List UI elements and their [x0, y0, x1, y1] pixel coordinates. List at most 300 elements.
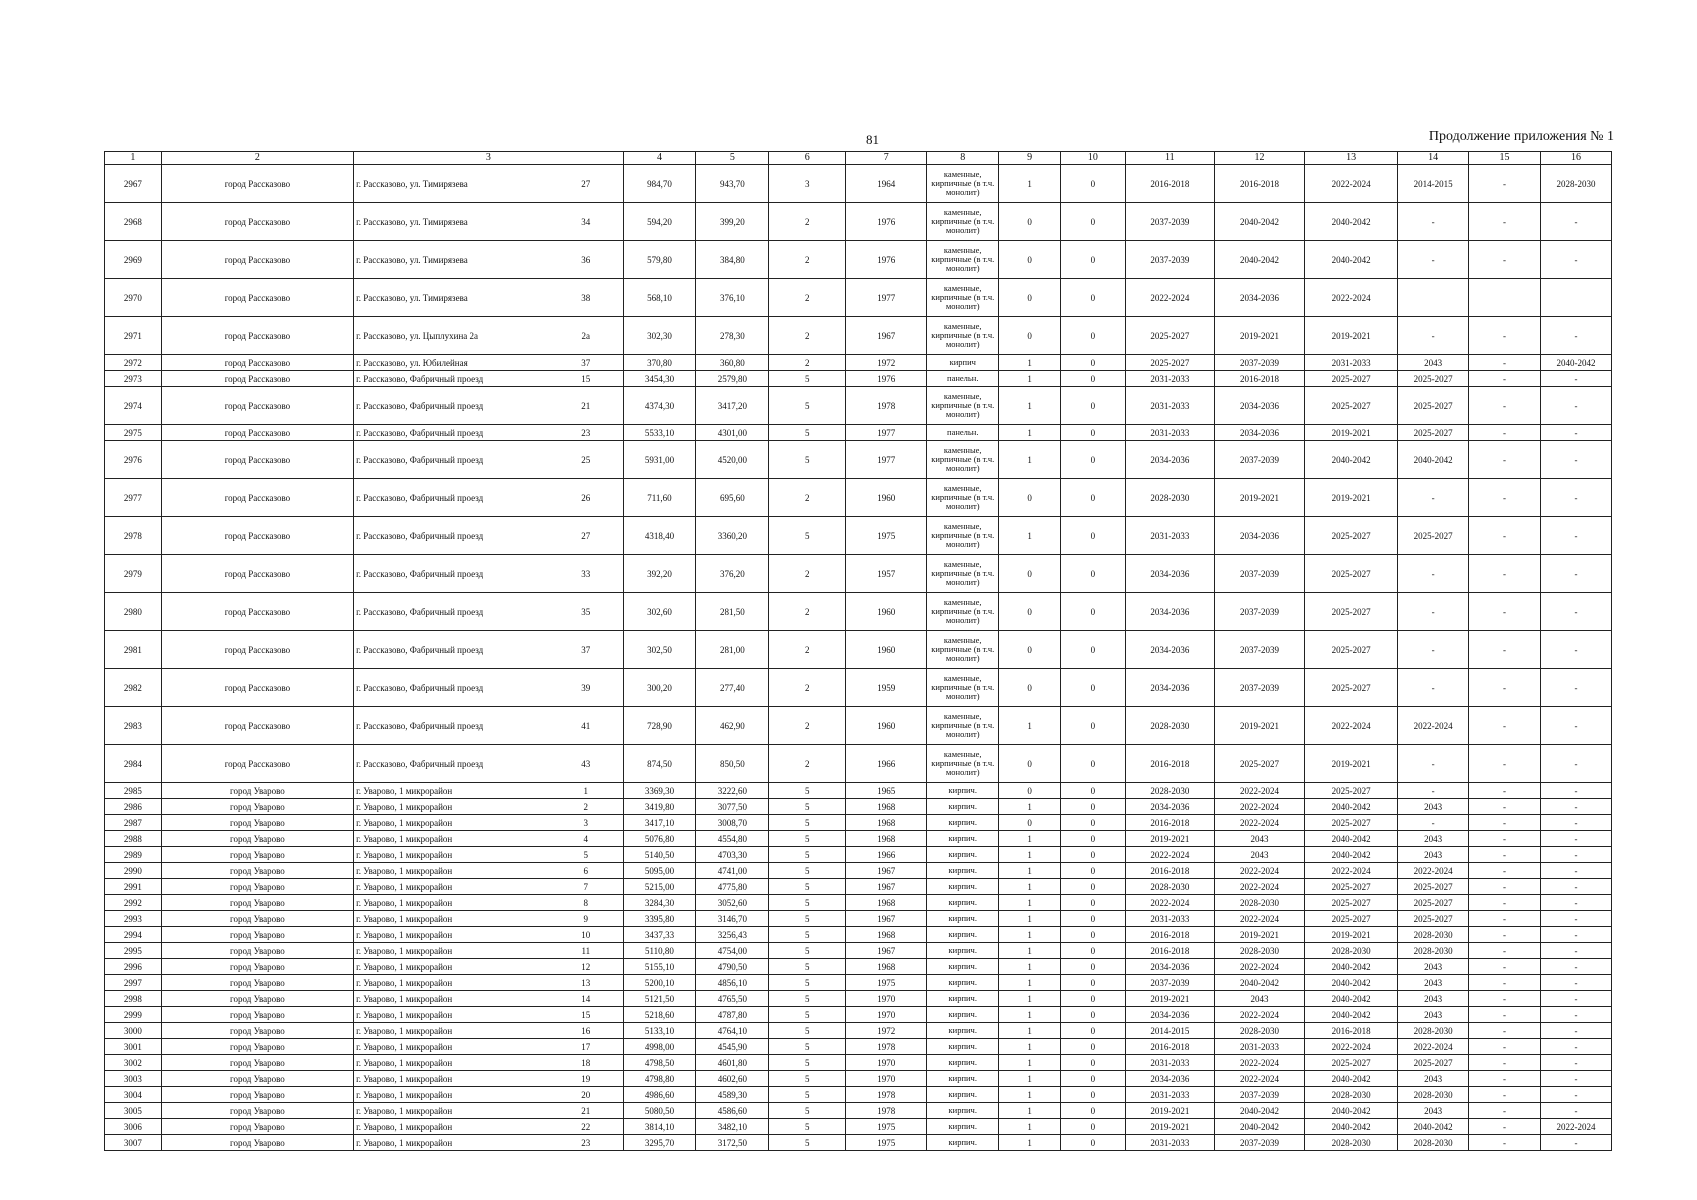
cell-col-11: 2034-2036: [1125, 555, 1214, 593]
cell-floors: 2: [769, 479, 846, 517]
cell-floors: 2: [769, 555, 846, 593]
table-row: [105, 783, 1612, 799]
cell-year-built: 1967: [846, 863, 927, 879]
cell-floors: 5: [769, 441, 846, 479]
cell-col-15: -: [1469, 669, 1541, 707]
cell-address: г. Уварово, 1 микрорайон: [354, 1119, 549, 1135]
cell-year-built: 1967: [846, 911, 927, 927]
table-row: [105, 1119, 1612, 1135]
cell-house-number: 10: [549, 927, 623, 943]
column-header: 4: [623, 152, 696, 165]
cell-col-10: 0: [1060, 943, 1125, 959]
cell-year-built: 1977: [846, 441, 927, 479]
cell-address: г. Уварово, 1 микрорайон: [354, 1039, 549, 1055]
cell-row-number: 2975: [105, 425, 162, 441]
cell-row-number: 3006: [105, 1119, 162, 1135]
cell-row-number: 2979: [105, 555, 162, 593]
table-row: [105, 555, 1612, 593]
cell-address: г. Уварово, 1 микрорайон: [354, 1071, 549, 1087]
cell-address: г. Уварово, 1 микрорайон: [354, 1007, 549, 1023]
cell-wall-material: каменные, кирпичные (в т.ч. монолит): [927, 387, 999, 425]
cell-municipality: город Уварово: [161, 895, 353, 911]
cell-col-10: 0: [1060, 1055, 1125, 1071]
cell-col-11: 2034-2036: [1125, 593, 1214, 631]
cell-total-area: 3437,33: [623, 927, 696, 943]
cell-col-15: -: [1469, 815, 1541, 831]
column-header: 3: [354, 152, 623, 165]
cell-total-area: 302,50: [623, 631, 696, 669]
cell-col-14: 2014-2015: [1398, 165, 1469, 203]
cell-municipality: город Рассказово: [161, 241, 353, 279]
cell-col-14: -: [1398, 203, 1469, 241]
column-header: 2: [161, 152, 353, 165]
cell-floors: 5: [769, 1135, 846, 1151]
cell-living-area: 4301,00: [696, 425, 769, 441]
cell-total-area: 5133,10: [623, 1023, 696, 1039]
cell-col-16: -: [1540, 1055, 1611, 1071]
cell-wall-material: кирпич.: [927, 815, 999, 831]
cell-municipality: город Рассказово: [161, 631, 353, 669]
cell-living-area: 376,10: [696, 279, 769, 317]
cell-col-13: 2040-2042: [1305, 1103, 1398, 1119]
cell-col-13: 2040-2042: [1305, 991, 1398, 1007]
cell-house-number: 21: [549, 387, 623, 425]
cell-col-12: 2022-2024: [1214, 1007, 1304, 1023]
cell-col-16: -: [1540, 1039, 1611, 1055]
cell-total-area: 5140,50: [623, 847, 696, 863]
cell-col-11: 2031-2033: [1125, 425, 1214, 441]
cell-floors: 5: [769, 1007, 846, 1023]
cell-col-10: 0: [1060, 479, 1125, 517]
cell-col-12: 2037-2039: [1214, 355, 1304, 371]
table-row: [105, 707, 1612, 745]
table-row: [105, 165, 1612, 203]
cell-year-built: 1957: [846, 555, 927, 593]
cell-municipality: город Уварово: [161, 831, 353, 847]
cell-municipality: город Уварово: [161, 927, 353, 943]
table-row: [105, 425, 1612, 441]
cell-col-14: -: [1398, 745, 1469, 783]
table-row: [105, 1087, 1612, 1103]
cell-living-area: 3417,20: [696, 387, 769, 425]
cell-living-area: 3222,60: [696, 783, 769, 799]
table-row: [105, 799, 1612, 815]
cell-wall-material: кирпич.: [927, 1119, 999, 1135]
table-row: [105, 1135, 1612, 1151]
table-row: [105, 1055, 1612, 1071]
cell-address: г. Рассказово, ул. Тимирязева: [354, 241, 549, 279]
cell-house-number: 1: [549, 783, 623, 799]
cell-house-number: 20: [549, 1087, 623, 1103]
cell-col-10: 0: [1060, 355, 1125, 371]
cell-living-area: 384,80: [696, 241, 769, 279]
cell-col-12: 2043: [1214, 991, 1304, 1007]
cell-address: г. Уварово, 1 микрорайон: [354, 847, 549, 863]
cell-col-12: 2022-2024: [1214, 879, 1304, 895]
cell-col-9: 1: [999, 1007, 1061, 1023]
cell-col-9: 1: [999, 1103, 1061, 1119]
cell-municipality: город Уварово: [161, 1087, 353, 1103]
cell-wall-material: каменные, кирпичные (в т.ч. монолит): [927, 669, 999, 707]
cell-living-area: 277,40: [696, 669, 769, 707]
cell-col-9: 1: [999, 847, 1061, 863]
cell-living-area: 4545,90: [696, 1039, 769, 1055]
cell-col-12: 2022-2024: [1214, 959, 1304, 975]
cell-col-15: -: [1469, 241, 1541, 279]
cell-col-12: 2034-2036: [1214, 279, 1304, 317]
cell-col-13: 2025-2027: [1305, 669, 1398, 707]
cell-wall-material: панельн.: [927, 425, 999, 441]
cell-col-12: 2034-2036: [1214, 387, 1304, 425]
cell-total-area: 3419,80: [623, 799, 696, 815]
cell-row-number: 2970: [105, 279, 162, 317]
cell-total-area: 5931,00: [623, 441, 696, 479]
cell-col-15: -: [1469, 991, 1541, 1007]
cell-living-area: 3008,70: [696, 815, 769, 831]
cell-col-10: 0: [1060, 555, 1125, 593]
cell-col-9: 1: [999, 1071, 1061, 1087]
cell-col-9: 1: [999, 707, 1061, 745]
cell-year-built: 1960: [846, 479, 927, 517]
cell-municipality: город Уварово: [161, 1055, 353, 1071]
cell-col-15: -: [1469, 517, 1541, 555]
cell-col-15: -: [1469, 555, 1541, 593]
column-header: 13: [1305, 152, 1398, 165]
cell-wall-material: кирпич.: [927, 943, 999, 959]
cell-col-11: 2019-2021: [1125, 1103, 1214, 1119]
table-row: [105, 387, 1612, 425]
cell-col-13: 2025-2027: [1305, 895, 1398, 911]
cell-col-13: 2022-2024: [1305, 165, 1398, 203]
cell-col-14: 2043: [1398, 975, 1469, 991]
cell-year-built: 1968: [846, 815, 927, 831]
cell-address: г. Уварово, 1 микрорайон: [354, 815, 549, 831]
cell-house-number: 27: [549, 517, 623, 555]
cell-col-11: 2016-2018: [1125, 1039, 1214, 1055]
cell-col-9: 1: [999, 959, 1061, 975]
cell-house-number: 15: [549, 371, 623, 387]
cell-col-13: 2019-2021: [1305, 745, 1398, 783]
cell-row-number: 2978: [105, 517, 162, 555]
cell-col-12: 2022-2024: [1214, 863, 1304, 879]
cell-floors: 3: [769, 165, 846, 203]
cell-municipality: город Рассказово: [161, 745, 353, 783]
table-row: [105, 927, 1612, 943]
cell-municipality: город Уварово: [161, 911, 353, 927]
cell-municipality: город Рассказово: [161, 355, 353, 371]
cell-col-10: 0: [1060, 863, 1125, 879]
cell-col-14: 2025-2027: [1398, 911, 1469, 927]
cell-living-area: 3360,20: [696, 517, 769, 555]
cell-col-11: 2014-2015: [1125, 1023, 1214, 1039]
table-row: [105, 279, 1612, 317]
cell-house-number: 15: [549, 1007, 623, 1023]
cell-total-area: 5110,80: [623, 943, 696, 959]
cell-col-13: 2025-2027: [1305, 593, 1398, 631]
cell-floors: 5: [769, 911, 846, 927]
cell-col-15: -: [1469, 783, 1541, 799]
cell-col-13: 2040-2042: [1305, 203, 1398, 241]
cell-col-10: 0: [1060, 1071, 1125, 1087]
cell-col-10: 0: [1060, 371, 1125, 387]
cell-col-10: 0: [1060, 959, 1125, 975]
cell-col-16: -: [1540, 783, 1611, 799]
cell-living-area: 4602,60: [696, 1071, 769, 1087]
cell-year-built: 1978: [846, 1087, 927, 1103]
cell-col-9: 1: [999, 991, 1061, 1007]
cell-col-14: 2025-2027: [1398, 371, 1469, 387]
cell-col-14: 2028-2030: [1398, 943, 1469, 959]
cell-col-13: 2025-2027: [1305, 815, 1398, 831]
cell-wall-material: кирпич.: [927, 1135, 999, 1151]
cell-col-13: 2025-2027: [1305, 879, 1398, 895]
table-row: [105, 441, 1612, 479]
cell-year-built: 1964: [846, 165, 927, 203]
table-row: [105, 943, 1612, 959]
cell-address: г. Рассказово, ул. Юбилейная: [354, 355, 549, 371]
cell-col-16: -: [1540, 799, 1611, 815]
table-row: [105, 847, 1612, 863]
cell-col-11: 2019-2021: [1125, 991, 1214, 1007]
cell-col-11: 2037-2039: [1125, 241, 1214, 279]
cell-address: г. Уварово, 1 микрорайон: [354, 1087, 549, 1103]
cell-total-area: 5215,00: [623, 879, 696, 895]
cell-col-14: 2043: [1398, 1007, 1469, 1023]
cell-address: г. Рассказово, Фабричный проезд: [354, 707, 549, 745]
cell-floors: 5: [769, 815, 846, 831]
cell-col-16: -: [1540, 943, 1611, 959]
cell-year-built: 1977: [846, 279, 927, 317]
cell-col-9: 0: [999, 555, 1061, 593]
cell-wall-material: кирпич.: [927, 1055, 999, 1071]
cell-col-13: 2040-2042: [1305, 799, 1398, 815]
cell-row-number: 2997: [105, 975, 162, 991]
cell-row-number: 2974: [105, 387, 162, 425]
column-header: 11: [1125, 152, 1214, 165]
column-header: 9: [999, 152, 1061, 165]
cell-total-area: 594,20: [623, 203, 696, 241]
cell-col-15: [1469, 279, 1541, 317]
column-header: 12: [1214, 152, 1304, 165]
cell-col-9: 1: [999, 441, 1061, 479]
cell-wall-material: каменные, кирпичные (в т.ч. монолит): [927, 165, 999, 203]
cell-wall-material: кирпич.: [927, 991, 999, 1007]
cell-municipality: город Уварово: [161, 799, 353, 815]
cell-year-built: 1972: [846, 1023, 927, 1039]
cell-year-built: 1970: [846, 1071, 927, 1087]
cell-address: г. Уварово, 1 микрорайон: [354, 1135, 549, 1151]
cell-wall-material: кирпич.: [927, 1039, 999, 1055]
cell-col-14: 2025-2027: [1398, 387, 1469, 425]
cell-floors: 5: [769, 927, 846, 943]
cell-living-area: 4601,80: [696, 1055, 769, 1071]
cell-col-11: 2034-2036: [1125, 1071, 1214, 1087]
cell-municipality: город Рассказово: [161, 317, 353, 355]
cell-col-11: 2028-2030: [1125, 479, 1214, 517]
cell-house-number: 3: [549, 815, 623, 831]
cell-col-16: -: [1540, 815, 1611, 831]
cell-col-9: 0: [999, 203, 1061, 241]
cell-row-number: 2987: [105, 815, 162, 831]
cell-house-number: 41: [549, 707, 623, 745]
cell-col-16: -: [1540, 879, 1611, 895]
cell-col-15: -: [1469, 1039, 1541, 1055]
cell-col-13: 2040-2042: [1305, 1119, 1398, 1135]
cell-house-number: 23: [549, 1135, 623, 1151]
cell-col-14: -: [1398, 555, 1469, 593]
cell-col-11: 2031-2033: [1125, 1087, 1214, 1103]
cell-col-12: 2040-2042: [1214, 241, 1304, 279]
cell-municipality: город Рассказово: [161, 387, 353, 425]
cell-col-16: -: [1540, 1135, 1611, 1151]
cell-col-12: 2028-2030: [1214, 943, 1304, 959]
cell-house-number: 23: [549, 425, 623, 441]
cell-house-number: 26: [549, 479, 623, 517]
cell-col-14: [1398, 279, 1469, 317]
cell-house-number: 11: [549, 943, 623, 959]
cell-row-number: 2983: [105, 707, 162, 745]
cell-col-15: -: [1469, 371, 1541, 387]
cell-col-11: 2031-2033: [1125, 517, 1214, 555]
cell-municipality: город Рассказово: [161, 279, 353, 317]
cell-wall-material: кирпич.: [927, 863, 999, 879]
cell-address: г. Уварово, 1 микрорайон: [354, 975, 549, 991]
cell-living-area: 695,60: [696, 479, 769, 517]
cell-col-12: 2034-2036: [1214, 517, 1304, 555]
cell-col-15: -: [1469, 355, 1541, 371]
cell-year-built: 1959: [846, 669, 927, 707]
cell-col-10: 0: [1060, 165, 1125, 203]
cell-floors: 5: [769, 831, 846, 847]
cell-col-11: 2016-2018: [1125, 745, 1214, 783]
cell-house-number: 19: [549, 1071, 623, 1087]
cell-col-16: -: [1540, 847, 1611, 863]
cell-year-built: 1970: [846, 991, 927, 1007]
cell-col-13: 2040-2042: [1305, 959, 1398, 975]
cell-floors: 5: [769, 959, 846, 975]
cell-row-number: 2994: [105, 927, 162, 943]
cell-col-15: -: [1469, 593, 1541, 631]
cell-house-number: 37: [549, 355, 623, 371]
cell-wall-material: кирпич.: [927, 1087, 999, 1103]
table-row: [105, 991, 1612, 1007]
cell-address: г. Рассказово, Фабричный проезд: [354, 745, 549, 783]
cell-wall-material: кирпич.: [927, 895, 999, 911]
cell-living-area: 278,30: [696, 317, 769, 355]
cell-col-9: 1: [999, 425, 1061, 441]
cell-floors: 2: [769, 593, 846, 631]
cell-col-12: 2019-2021: [1214, 317, 1304, 355]
cell-col-16: -: [1540, 831, 1611, 847]
column-header: 8: [927, 152, 999, 165]
cell-col-13: 2025-2027: [1305, 517, 1398, 555]
cell-col-14: 2043: [1398, 959, 1469, 975]
cell-living-area: 4589,30: [696, 1087, 769, 1103]
cell-col-16: -: [1540, 203, 1611, 241]
cell-col-10: 0: [1060, 1023, 1125, 1039]
cell-wall-material: кирпич.: [927, 847, 999, 863]
cell-wall-material: кирпич.: [927, 831, 999, 847]
cell-wall-material: панельн.: [927, 371, 999, 387]
cell-row-number: 3003: [105, 1071, 162, 1087]
cell-address: г. Рассказово, Фабричный проезд: [354, 669, 549, 707]
cell-col-11: 2022-2024: [1125, 279, 1214, 317]
cell-total-area: 5121,50: [623, 991, 696, 1007]
cell-year-built: 1966: [846, 745, 927, 783]
cell-col-13: 2025-2027: [1305, 371, 1398, 387]
cell-col-15: -: [1469, 1007, 1541, 1023]
cell-row-number: 2981: [105, 631, 162, 669]
cell-col-13: 2025-2027: [1305, 387, 1398, 425]
cell-floors: 5: [769, 975, 846, 991]
cell-year-built: 1972: [846, 355, 927, 371]
cell-row-number: 2990: [105, 863, 162, 879]
cell-col-15: -: [1469, 707, 1541, 745]
cell-col-16: -: [1540, 317, 1611, 355]
cell-address: г. Уварово, 1 микрорайон: [354, 943, 549, 959]
cell-col-9: 1: [999, 1119, 1061, 1135]
cell-col-10: 0: [1060, 1039, 1125, 1055]
cell-col-12: 2019-2021: [1214, 479, 1304, 517]
cell-total-area: 300,20: [623, 669, 696, 707]
cell-living-area: 4703,30: [696, 847, 769, 863]
cell-house-number: 5: [549, 847, 623, 863]
cell-col-13: 2025-2027: [1305, 911, 1398, 927]
cell-col-10: 0: [1060, 241, 1125, 279]
table-row: [105, 631, 1612, 669]
cell-municipality: город Уварово: [161, 1071, 353, 1087]
cell-total-area: 728,90: [623, 707, 696, 745]
cell-col-15: -: [1469, 203, 1541, 241]
cell-house-number: 2: [549, 799, 623, 815]
cell-row-number: 2998: [105, 991, 162, 1007]
cell-address: г. Уварово, 1 микрорайон: [354, 911, 549, 927]
cell-address: г. Рассказово, Фабричный проезд: [354, 517, 549, 555]
cell-address: г. Уварово, 1 микрорайон: [354, 831, 549, 847]
cell-row-number: 2996: [105, 959, 162, 975]
cell-col-14: 2028-2030: [1398, 1023, 1469, 1039]
cell-col-16: -: [1540, 745, 1611, 783]
cell-col-14: 2025-2027: [1398, 517, 1469, 555]
cell-col-9: 1: [999, 1023, 1061, 1039]
cell-floors: 5: [769, 1071, 846, 1087]
cell-living-area: 4586,60: [696, 1103, 769, 1119]
cell-total-area: 370,80: [623, 355, 696, 371]
cell-address: г. Уварово, 1 микрорайон: [354, 799, 549, 815]
cell-row-number: 2991: [105, 879, 162, 895]
cell-year-built: 1978: [846, 387, 927, 425]
cell-address: г. Рассказово, Фабричный проезд: [354, 387, 549, 425]
cell-floors: 5: [769, 879, 846, 895]
cell-col-16: 2040-2042: [1540, 355, 1611, 371]
cell-col-11: 2031-2033: [1125, 387, 1214, 425]
cell-address: г. Рассказово, ул. Тимирязева: [354, 203, 549, 241]
cell-floors: 5: [769, 783, 846, 799]
cell-col-14: 2028-2030: [1398, 1087, 1469, 1103]
cell-col-15: -: [1469, 1071, 1541, 1087]
cell-col-9: 1: [999, 975, 1061, 991]
cell-col-12: 2037-2039: [1214, 669, 1304, 707]
cell-col-13: 2019-2021: [1305, 927, 1398, 943]
cell-total-area: 3454,30: [623, 371, 696, 387]
cell-living-area: 4520,00: [696, 441, 769, 479]
cell-wall-material: кирпич.: [927, 1023, 999, 1039]
cell-house-number: 39: [549, 669, 623, 707]
cell-living-area: 462,90: [696, 707, 769, 745]
cell-col-9: 1: [999, 927, 1061, 943]
cell-address: г. Уварово, 1 микрорайон: [354, 1103, 549, 1119]
cell-col-16: -: [1540, 631, 1611, 669]
